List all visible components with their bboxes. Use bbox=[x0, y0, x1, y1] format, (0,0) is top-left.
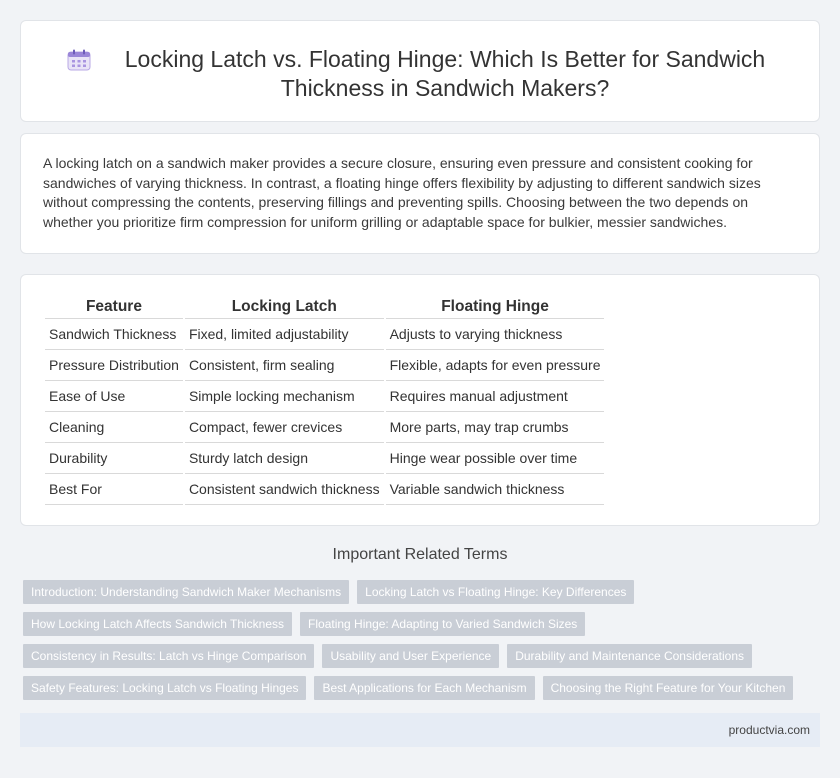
table-cell: Cleaning bbox=[45, 412, 183, 443]
related-term-link[interactable]: Introduction: Understanding Sandwich Maker Mechanisms bbox=[23, 580, 349, 604]
table-row bbox=[45, 443, 604, 474]
table-cell: Best For bbox=[45, 474, 183, 505]
calendar-icon bbox=[67, 49, 91, 71]
footer bbox=[20, 713, 820, 747]
related-term-link[interactable]: Floating Hinge: Adapting to Varied Sandwich Sizes bbox=[300, 612, 585, 636]
comparison-card bbox=[20, 274, 820, 526]
related-term-link[interactable]: Safety Features: Locking Latch vs Floating Hinges bbox=[23, 676, 306, 700]
related-term-link[interactable]: Choosing the Right Feature for Your Kitchen bbox=[543, 676, 794, 700]
intro-paragraph: A locking latch on a sandwich maker provides a secure closure, ensuring even pressure and consistent cooking for sandwiches of varying thickness. In contrast, a floating hinge offers flexibility by adjusting to different sandwich sizes without compressing the contents, preserving fillings and preventing spills. Choosing between the two depends on whether you prioritize firm compression for uniform grilling or adaptable space for bulkier, messier sandwiches. bbox=[43, 155, 761, 230]
table-cell: Sandwich Thickness bbox=[45, 319, 183, 350]
table-cell: Ease of Use bbox=[45, 381, 183, 412]
related-term-link[interactable]: How Locking Latch Affects Sandwich Thickness bbox=[23, 612, 292, 636]
table-cell: Adjusts to varying thickness bbox=[386, 319, 605, 350]
intro-card bbox=[20, 133, 820, 254]
table-row bbox=[45, 412, 604, 443]
comparison-table bbox=[43, 295, 606, 505]
table-row bbox=[45, 319, 604, 350]
table-header-row bbox=[45, 295, 604, 319]
related-term-link[interactable]: Durability and Maintenance Considerations bbox=[507, 644, 752, 668]
footer-site-name: productvia.com bbox=[728, 723, 810, 737]
related-terms-heading: Important Related Terms bbox=[332, 546, 508, 563]
table-row bbox=[45, 350, 604, 381]
column-header: Floating Hinge bbox=[386, 295, 605, 319]
table-cell: Consistent sandwich thickness bbox=[185, 474, 384, 505]
page-title: Locking Latch vs. Floating Hinge: Which Is Better for Sandwich Thickness in Sandwich Makers? bbox=[124, 46, 766, 101]
table-cell: More parts, may trap crumbs bbox=[386, 412, 605, 443]
table-row bbox=[45, 381, 604, 412]
column-header: Locking Latch bbox=[185, 295, 384, 319]
table-cell: Sturdy latch design bbox=[185, 443, 384, 474]
table-cell: Durability bbox=[45, 443, 183, 474]
column-header: Feature bbox=[45, 295, 183, 319]
table-cell: Compact, fewer crevices bbox=[185, 412, 384, 443]
table-cell: Simple locking mechanism bbox=[185, 381, 384, 412]
table-cell: Flexible, adapts for even pressure bbox=[386, 350, 605, 381]
table-cell: Requires manual adjustment bbox=[386, 381, 605, 412]
related-term-link[interactable]: Locking Latch vs Floating Hinge: Key Differences bbox=[357, 580, 634, 604]
title-card bbox=[20, 20, 820, 122]
table-cell: Consistent, firm sealing bbox=[185, 350, 384, 381]
related-term-link[interactable]: Consistency in Results: Latch vs Hinge Comparison bbox=[23, 644, 314, 668]
related-term-link[interactable]: Best Applications for Each Mechanism bbox=[314, 676, 534, 700]
related-term-link[interactable]: Usability and User Experience bbox=[322, 644, 499, 668]
table-cell: Fixed, limited adjustability bbox=[185, 319, 384, 350]
related-terms-list bbox=[23, 580, 823, 708]
table-cell: Hinge wear possible over time bbox=[386, 443, 605, 474]
table-row bbox=[45, 474, 604, 505]
table-cell: Variable sandwich thickness bbox=[386, 474, 605, 505]
table-cell: Pressure Distribution bbox=[45, 350, 183, 381]
